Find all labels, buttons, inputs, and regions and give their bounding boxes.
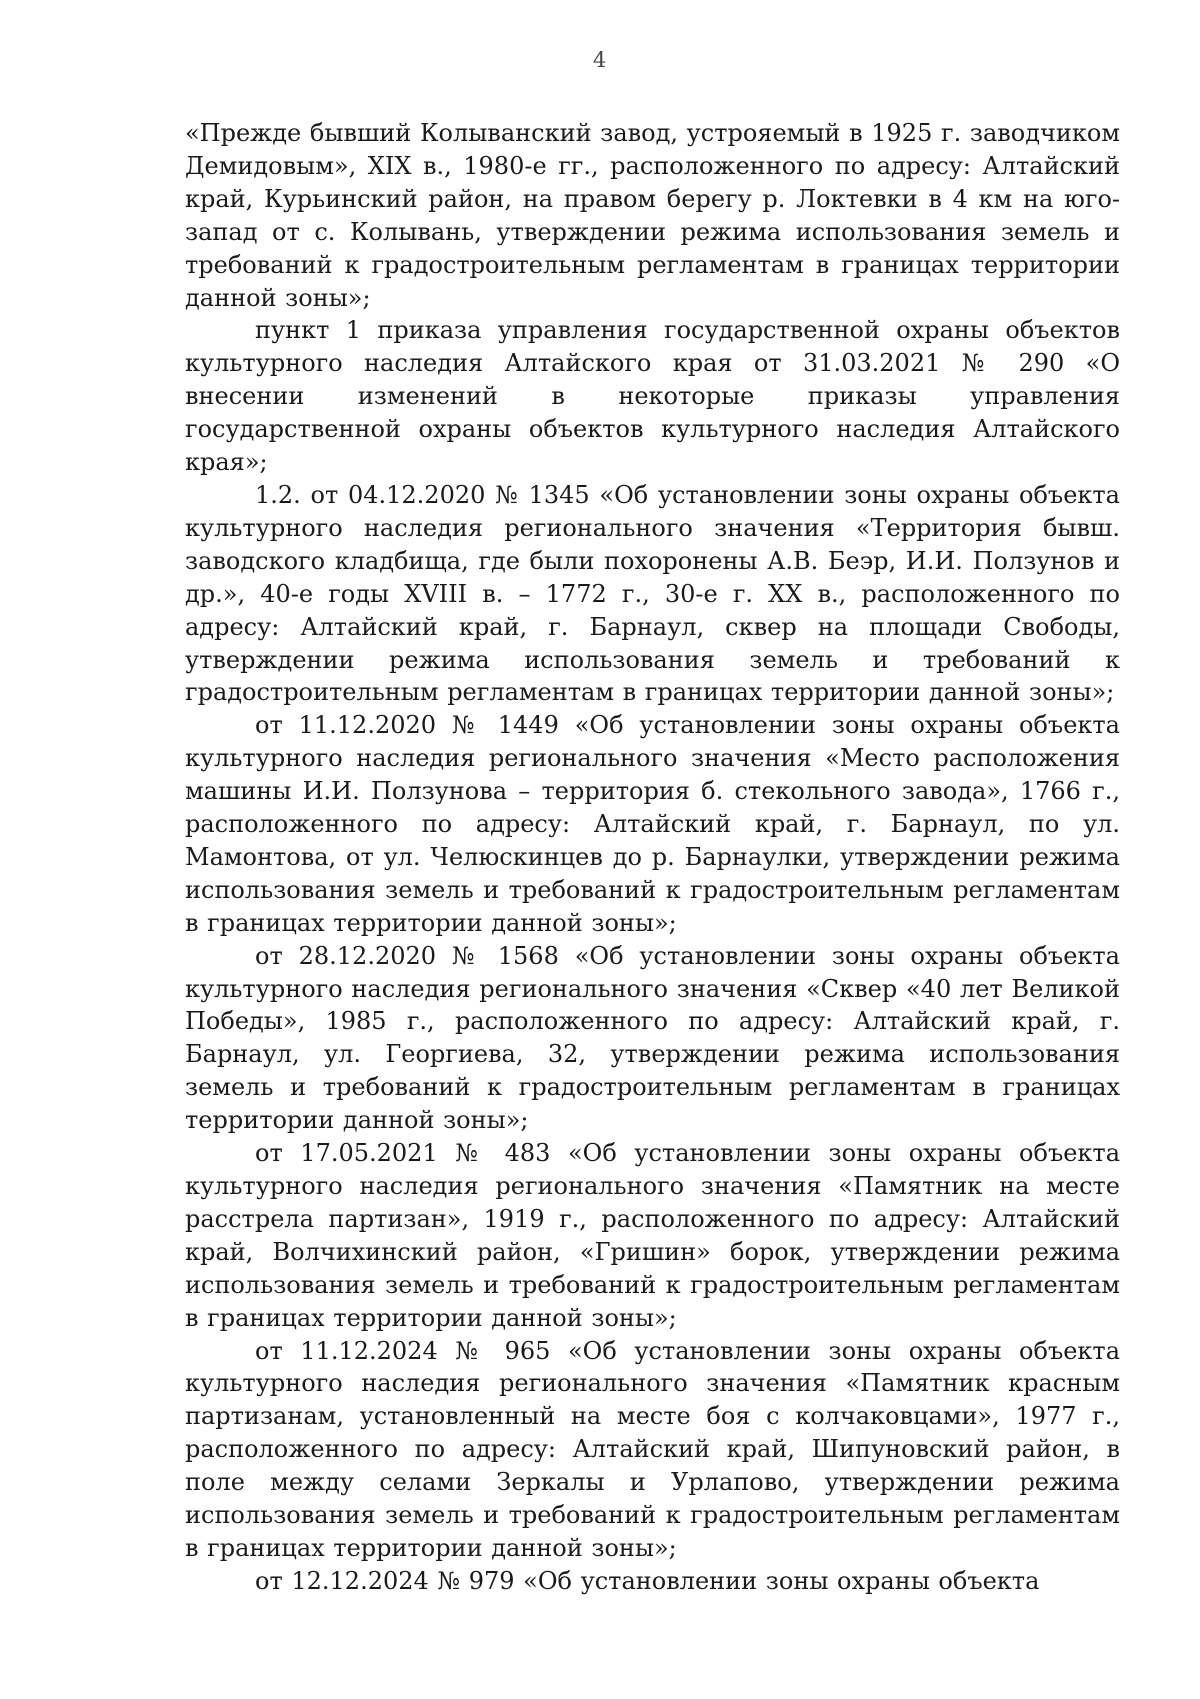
paragraph-item-1-2: 1.2. от 04.12.2020 № 1345 «Об установлении зоны охраны объекта культурного наследия регионального значения «Территория бывш. заводского кладбища, где были похоронены А.В. Беэр, И.И. Ползунов и др.», 40-е годы XVIII в. – 1772 г., 30-е г. XX в., расположенного по адресу: Алтайский край, г. Барнаул, сквер на площади Свободы, утверждении режима использования земель и требований к градостроительным регламентам в границах территории данной зоны»; — [185, 480, 1120, 707]
paragraph-order-965: от 11.12.2024 № 965 «Об установлении зоны охраны объекта культурного наследия регионального значения «Памятник красным партизанам, установленный на месте боя с колчаковцами», 1977 г., расположенного по адресу: Алтайский край, Шипуновский район, в поле между селами Зеркалы и Урлапово, утверждении режима использования земель и требований к градостроительным регламентам в границах территории данной зоны»; — [185, 1336, 1120, 1562]
paragraph-order-1449: от 11.12.2020 № 1449 «Об установлении зоны охраны объекта культурного наследия регионального значения «Место расположения машины И.И. Ползунова – территория б. стекольного завода», 1766 г., расположенного по адресу: Алтайский край, г. Барнаул, по ул. Мамонтова, от ул. Челюскинцев до р. Барнаулки, утверждении режима использования земель и требований к градостроительным регламентам в границах территории данной зоны»; — [185, 711, 1120, 937]
paragraph-order-1568: от 28.12.2020 № 1568 «Об установлении зоны охраны объекта культурного наследия регионального значения «Сквер «40 лет Великой Победы», 1985 г., расположенного по адресу: Алтайский край, г. Барнаул, ул. Георгиева, 32, утверждении режима использования земель и требований к градостроительным регламентам в границах территории данной зоны»; — [185, 941, 1120, 1135]
document-body — [185, 117, 1120, 1598]
paragraph-item-1: пункт 1 приказа управления государственной охраны объектов культурного наследия Алтайского края от 31.03.2021 № 290 «О внесении изменений в некоторые приказы управления государственной охраны объектов культурного наследия Алтайского края»; — [185, 316, 1120, 477]
paragraph-order-979: от 12.12.2024 № 979 «Об установлении зоны охраны объекта — [255, 1566, 1040, 1595]
paragraph-continuation: «Прежде бывший Колыванский завод, устрояемый в 1925 г. заводчиком Демидовым», XIX в., 1980-е гг., расположенного по адресу: Алтайский край, Курьинский район, на правом берегу р. Локтевки в 4 км на юго-запад от с. Колывань, утверждении режима использования земель и требований к градостроительным регламентам в границах территории данной зоны»; — [185, 119, 1120, 312]
paragraph-order-483: от 17.05.2021 № 483 «Об установлении зоны охраны объекта культурного наследия регионального значения «Памятник на месте расстрела партизан», 1919 г., расположенного по адресу: Алтайский край, Волчихинский район, «Гришин» борок, утверждении режима использования земель и требований к градостроительным регламентам в границах территории данной зоны»; — [185, 1139, 1120, 1332]
page-number: 4 — [592, 48, 608, 72]
